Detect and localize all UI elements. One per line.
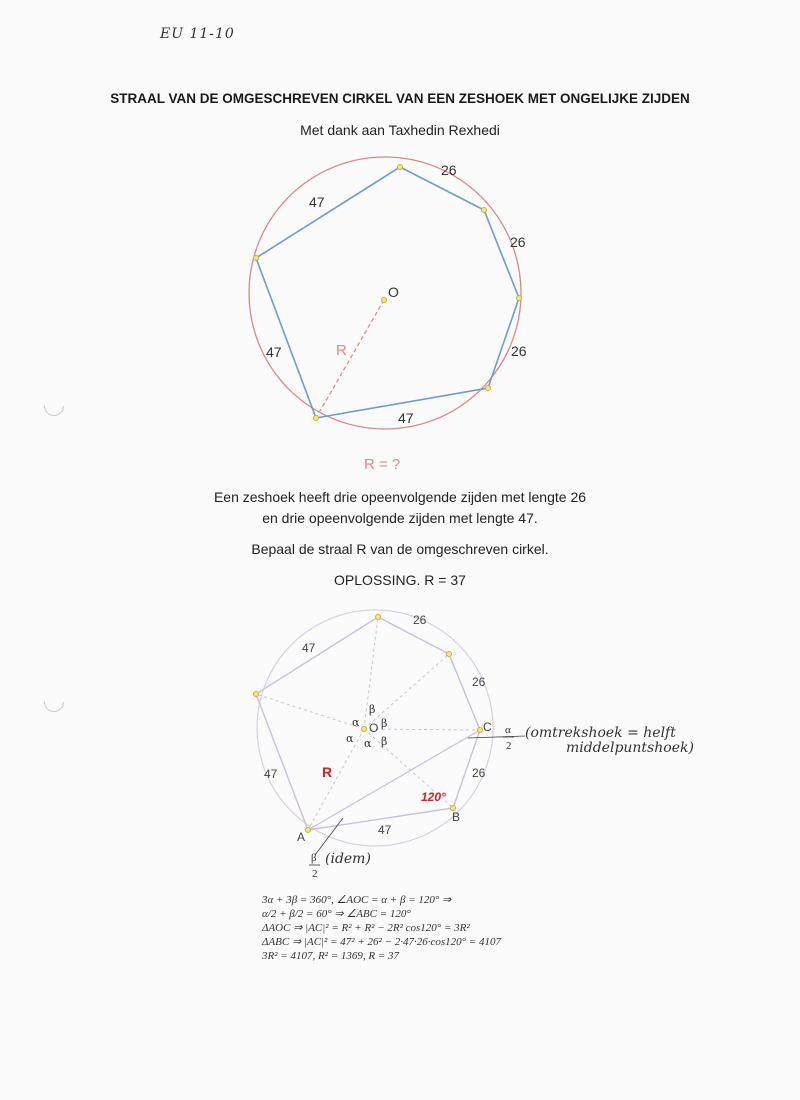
center-point: [362, 727, 367, 732]
document-code: EU 11-10: [160, 26, 235, 42]
vertex-label-b: B: [452, 810, 461, 824]
vertex-point: [376, 615, 381, 620]
side-label: 47: [398, 410, 414, 426]
vertex-point: [478, 728, 483, 733]
hexagon-outline: [256, 617, 480, 830]
formula-line: α/2 + β/2 = 60° ⇒ ∠ABC = 120°: [262, 908, 411, 920]
half-alpha-numerator: α: [505, 724, 511, 736]
note-arrow: [468, 736, 525, 738]
alpha-label: α: [352, 716, 360, 729]
credit-line: Met dank aan Taxhedin Rexhedi: [300, 122, 500, 138]
handwritten-note: (idem): [325, 851, 371, 867]
beta-label: β: [369, 703, 376, 716]
beta-label: β: [381, 717, 388, 730]
half-beta-numerator: β: [311, 852, 317, 864]
side-label: 26: [472, 675, 486, 689]
side-label: 26: [441, 162, 457, 178]
vertex-point: [306, 828, 311, 833]
side-label: 47: [378, 823, 392, 837]
page-title: STRAAL VAN DE OMGESCHREVEN CIRKEL VAN EEN ZESHOEK MET ONGELIJKE ZIJDEN: [110, 91, 690, 106]
formula-line: ΔABC ⇒ |AC|² = 47² + 26² − 2·47·26·cos120° = 4107: [262, 936, 501, 948]
vertex-label-c: C: [483, 720, 492, 734]
formula-line: 3α + 3β = 360°, ∠AOC = α + β = 120° ⇒: [262, 894, 452, 906]
side-label: 47: [264, 767, 278, 781]
alpha-label: α: [346, 732, 354, 745]
handwritten-note: middelpuntshoek): [566, 740, 694, 756]
vertex-label-a: A: [297, 830, 306, 844]
half-beta-denominator: 2: [312, 868, 318, 880]
radius-label: R: [322, 764, 333, 780]
alpha-label: α: [364, 737, 372, 750]
side-label: 26: [510, 234, 526, 250]
beta-label: β: [381, 735, 388, 748]
problem-line-1: Een zeshoek heeft drie opeenvolgende zijden met lengte 26: [213, 489, 587, 505]
side-label: 47: [266, 344, 282, 360]
side-label: 26: [472, 766, 486, 780]
radius-line: [308, 729, 364, 830]
formula-line: 3R² = 4107, R² = 1369, R = 37: [262, 950, 400, 962]
formula-line: ΔAOC ⇒ |AC|² = R² + R² − 2R² cos120° = 3R²: [262, 922, 470, 934]
problem-line-3: Bepaal de straal R van de omgeschreven cirkel.: [251, 541, 549, 557]
radius-line: [364, 654, 449, 729]
side-label: 47: [302, 641, 316, 655]
half-alpha-denominator: 2: [506, 740, 512, 752]
center-label: O: [388, 284, 399, 300]
vertex-point: [447, 652, 452, 657]
angle-value-label: 120°: [421, 790, 446, 804]
radius-line: [256, 694, 364, 729]
question-label: R = ?: [364, 456, 401, 473]
side-label: 26: [413, 613, 427, 627]
solution-line: OPLOSSING. R = 37: [334, 572, 466, 588]
center-label: O: [369, 721, 379, 735]
vertex-point: [254, 692, 259, 697]
problem-line-2: en drie opeenvolgende zijden met lengte 47.: [262, 510, 538, 526]
handwritten-note: (omtrekshoek = helft: [525, 725, 676, 741]
radius-label: R: [336, 342, 347, 359]
side-label: 47: [309, 194, 325, 210]
formula-block: [262, 893, 501, 963]
side-label: 26: [511, 343, 527, 359]
